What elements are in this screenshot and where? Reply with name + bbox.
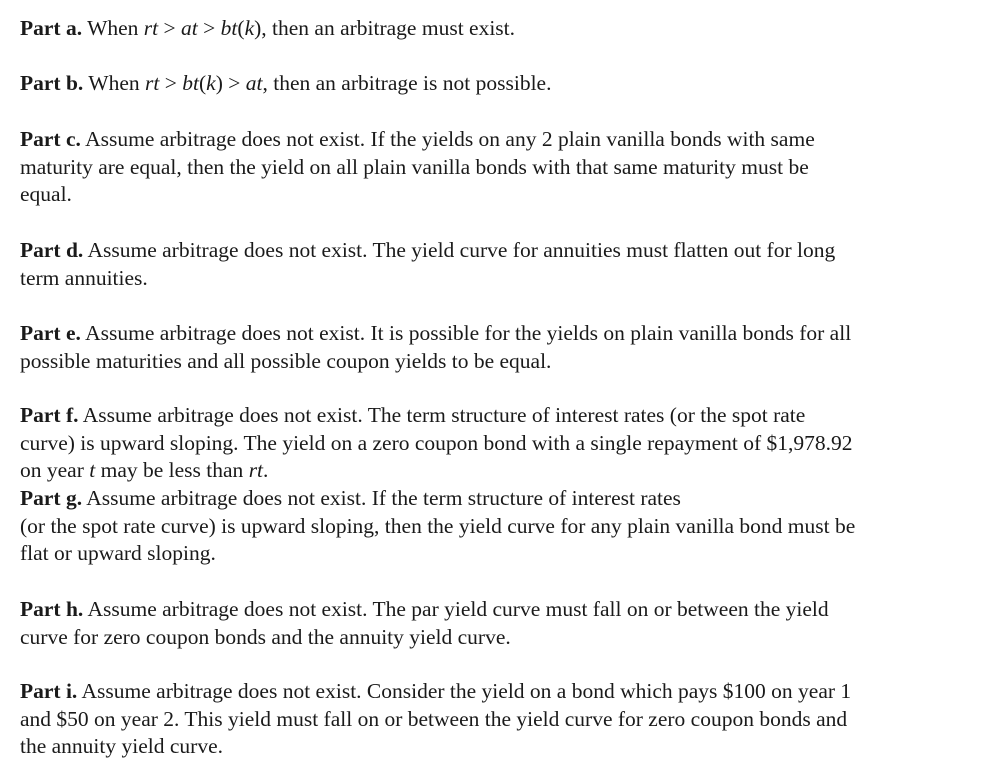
math-term: rt: [248, 458, 264, 482]
text: (: [237, 16, 245, 40]
text: equal.: [20, 182, 72, 206]
text: Assume arbitrage does not exist. It is possible for the yields on plain vanilla bonds for all: [80, 321, 852, 345]
part-h-paragraph: [20, 596, 980, 651]
math-term: bt: [182, 71, 199, 95]
text: Assume arbitrage does not exist. If the yields on any 2 plain vanilla bonds with same: [80, 127, 815, 151]
part-i-label: Part i.: [20, 679, 78, 703]
text: on year: [20, 458, 90, 482]
text: ) >: [215, 71, 246, 95]
math-term: bt: [220, 16, 238, 40]
math-term: k: [206, 71, 216, 95]
math-term: at: [245, 71, 263, 95]
part-d-paragraph: [20, 237, 980, 292]
text: the annuity yield curve.: [20, 734, 223, 758]
part-a-label: Part a.: [20, 16, 83, 40]
part-c-paragraph: [20, 126, 980, 209]
text: curve) is upward sloping. The yield on a zero coupon bond with a single repayment of $1,978.92: [20, 430, 853, 455]
part-b-label: Part b.: [20, 71, 84, 95]
text: Assume arbitrage does not exist. If the term structure of interest rates: [82, 486, 681, 510]
text: Assume arbitrage does not exist. Consider the yield on a bond which pays $100 on year 1: [77, 679, 852, 703]
text: , then an arbitrage is not possible.: [262, 71, 552, 95]
text: term annuities.: [20, 265, 148, 290]
math-term: k: [244, 16, 255, 40]
text: When: [82, 16, 144, 40]
text: (: [198, 71, 207, 95]
part-e-label: Part e.: [20, 321, 81, 345]
text: (or the spot rate curve) is upward sloping, then the yield curve for any plain vanilla bond must be: [20, 513, 856, 538]
text: Assume arbitrage does not exist. The yield curve for annuities must flatten out for long: [83, 238, 836, 262]
text: possible maturities and all possible coupon yields to be equal.: [20, 348, 552, 373]
text: >: [197, 16, 221, 40]
math-term: rt: [145, 71, 160, 95]
text: .: [263, 458, 269, 482]
part-d-label: Part d.: [20, 238, 84, 262]
part-i-paragraph: [20, 678, 980, 761]
text: may be less than: [95, 458, 249, 482]
part-g-label: Part g.: [20, 486, 83, 510]
part-f-label: Part f.: [20, 403, 79, 427]
part-e-paragraph: [20, 320, 980, 375]
text: and $50 on year 2. This yield must fall on or between the yield curve for zero coupon bonds and: [20, 706, 848, 731]
text: ), then an arbitrage must exist.: [254, 16, 516, 40]
part-g-paragraph: [20, 485, 980, 568]
text: maturity are equal, then the yield on all plain vanilla bonds with that same maturity must be: [20, 154, 809, 179]
text: flat or upward sloping.: [20, 541, 216, 565]
part-b-paragraph: [20, 70, 980, 98]
math-term: rt: [143, 16, 159, 40]
text: Assume arbitrage does not exist. The par yield curve must fall on or between the yield: [83, 597, 829, 621]
text: >: [158, 16, 182, 40]
part-f-paragraph: [20, 402, 980, 485]
part-h-label: Part h.: [20, 597, 84, 621]
text: >: [159, 71, 183, 95]
part-a-paragraph: [20, 15, 980, 43]
math-term: at: [181, 16, 198, 40]
text: curve for zero coupon bonds and the annuity yield curve.: [20, 624, 511, 649]
math-term: t: [89, 458, 96, 482]
part-c-label: Part c.: [20, 127, 81, 151]
text: When: [83, 71, 145, 95]
text: Assume arbitrage does not exist. The term structure of interest rates (or the spot rate: [78, 403, 806, 427]
